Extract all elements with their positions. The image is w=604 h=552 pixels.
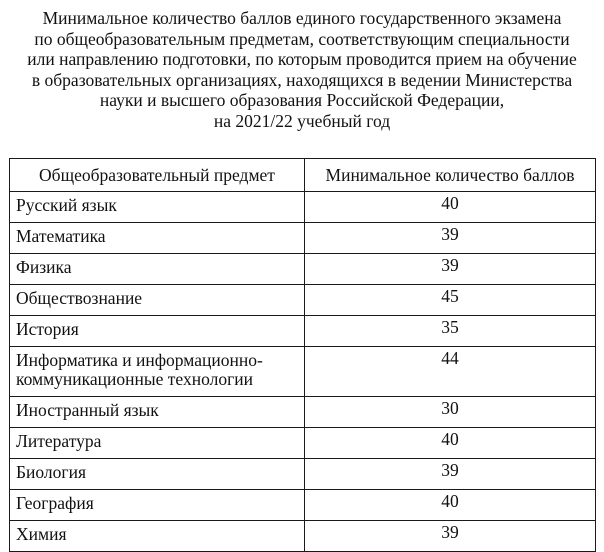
document-title xyxy=(0,8,604,131)
subject-cell: Иностранный язык xyxy=(10,397,305,428)
title-line: Минимальное количество баллов единого государственного экзамена xyxy=(42,8,562,28)
table-row xyxy=(10,192,596,223)
min-score-cell: 40 xyxy=(305,428,596,459)
table-row xyxy=(10,490,596,521)
subject-cell: Математика xyxy=(10,223,305,254)
table-row xyxy=(10,254,596,285)
table-row xyxy=(10,347,596,397)
subject-cell xyxy=(10,347,305,397)
title-line: на 2021/22 учебный год xyxy=(213,110,391,131)
subject-cell: История xyxy=(10,316,305,347)
min-score-cell: 39 xyxy=(305,521,596,552)
min-score-cell: 40 xyxy=(305,192,596,223)
table-row xyxy=(10,316,596,347)
subject-cell: Физика xyxy=(10,254,305,285)
subject-cell: Биология xyxy=(10,459,305,490)
table-row xyxy=(10,223,596,254)
subject-cell: Химия xyxy=(10,521,305,552)
column-header-subject: Общеобразовательный предмет xyxy=(10,159,305,192)
subject-cell: Обществознание xyxy=(10,285,305,316)
column-header-min-score: Минимальное количество баллов xyxy=(305,159,596,192)
table-row xyxy=(10,428,596,459)
table-row xyxy=(10,521,596,552)
title-line: по общеобразовательным предметам, соответствующим специальности xyxy=(34,28,570,49)
min-score-cell: 45 xyxy=(305,285,596,316)
table-row xyxy=(10,285,596,316)
title-line: в образовательных организациях, находящихся в ведении Министерства xyxy=(31,69,573,90)
subject-line: коммуникационные технологии xyxy=(16,369,253,389)
title-line: или направлению подготовки, по которым проводится прием на обучение xyxy=(27,49,577,69)
min-score-cell: 35 xyxy=(305,316,596,347)
table-row xyxy=(10,459,596,490)
min-score-cell: 39 xyxy=(305,254,596,285)
subject-cell: География xyxy=(10,490,305,521)
min-scores-table xyxy=(9,158,596,552)
min-score-cell: 40 xyxy=(305,490,596,521)
subject-line: Информатика и информационно- xyxy=(16,350,263,370)
table-row xyxy=(10,397,596,428)
subject-cell: Русский язык xyxy=(10,192,305,223)
min-score-cell: 30 xyxy=(305,397,596,428)
table-header-row xyxy=(10,159,596,192)
min-score-cell: 44 xyxy=(305,347,596,397)
min-score-cell: 39 xyxy=(305,459,596,490)
subject-cell: Литература xyxy=(10,428,305,459)
min-score-cell: 39 xyxy=(305,223,596,254)
title-line: науки и высшего образования Российской Федерации, xyxy=(99,90,505,110)
